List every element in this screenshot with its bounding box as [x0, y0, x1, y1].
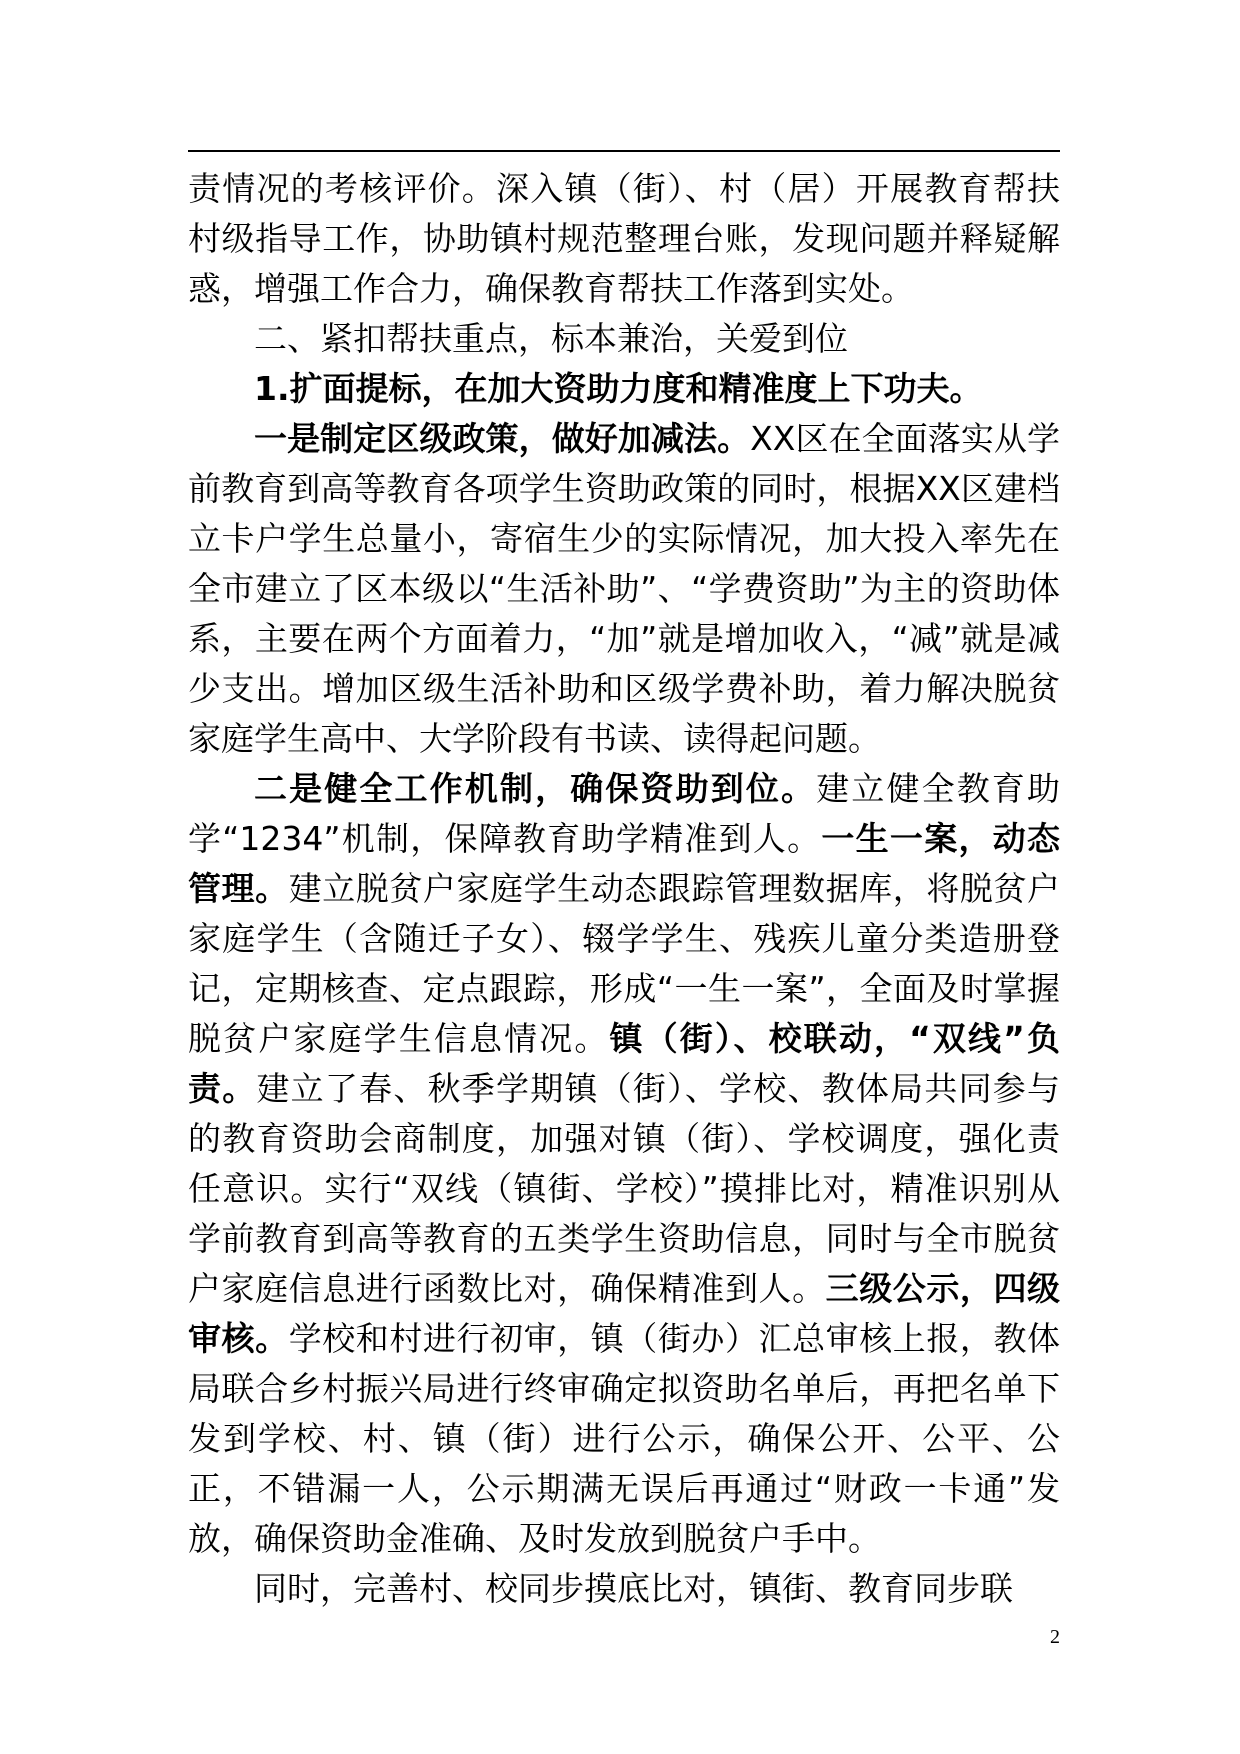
document-body: [188, 164, 1060, 1614]
paragraph-text: XX区在全面落实从学前教育到高等教育各项学生资助政策的同时，根据XX区建档立卡户学生总量小，寄宿生少的实际情况，加大投入率先在全市建立了区本级以“生活补助”、“学费资助”为主的资助体系，主要在两个方面着力，“加”就是增加收入，“减”就是减少支出。增加区级生活补助和区级学费补助，着力解决脱贫家庭学生高中、大学阶段有书读、读得起问题。: [188, 419, 1061, 758]
header-rule: [188, 150, 1060, 152]
paragraph-text: 建立了春、秋季学期镇（街）、学校、教体局共同参与的教育资助会商制度，加强对镇（街）、学校调度，强化责任意识。实行“双线（镇街、学校）”摸排比对，精准识别从学前教育到高等教育的五类学生资助信息，同时与全市脱贫户家庭信息进行函数比对，确保精准到人。: [188, 1069, 1061, 1308]
inline-bold-heading: 三级公示，四级审核。: [188, 1269, 1061, 1358]
paragraph-continuation: 责情况的考核评价。深入镇（街）、村（居）开展教育帮扶村级指导工作，协助镇村规范整理台账，发现问题并释疑解惑，增强工作合力，确保教育帮扶工作落到实处。: [188, 169, 1060, 308]
paragraph-lead: 一是制定区级政策，做好加减法。: [254, 419, 751, 458]
paragraph-text: 学校和村进行初审，镇（街办）汇总审核上报，教体局联合乡村振兴局进行终审确定拟资助名单后，再把名单下发到学校、村、镇（街）进行公示，确保公开、公平、公正，不错漏一人，公示期满无误后再通过“财政一卡通”发放，确保资助金准确、及时发放到脱贫户手中。: [188, 1319, 1061, 1558]
section-heading: 二、紧扣帮扶重点，标本兼治，关爱到位: [254, 319, 848, 358]
paragraph-lead: 二是健全工作机制，确保资助到位。: [254, 769, 817, 808]
paragraph-text: 建立脱贫户家庭学生动态跟踪管理数据库，将脱贫户家庭学生（含随迁子女）、辍学学生、残疾儿童分类造册登记，定期核查、定点跟踪，形成“一生一案”，全面及时掌握脱贫户家庭学生信息情况。: [188, 869, 1061, 1058]
paragraph-policy: [188, 414, 1060, 764]
page-number: 2: [1050, 1626, 1060, 1648]
paragraph-mechanism: [188, 764, 1060, 1564]
paragraph-final: 同时，完善村、校同步摸底比对，镇街、教育同步联: [254, 1569, 1013, 1608]
inline-bold-heading: 镇（街）、校联动，“双线”负责。: [188, 1019, 1060, 1108]
paragraph-text: 建立健全教育助学“1234”机制，保障教育助学精准到人。: [188, 769, 1061, 858]
subheading-1: 1.扩面提标，在加大资助力度和精准度上下功夫。: [254, 369, 983, 408]
inline-bold-heading: 一生一案，动态管理。: [188, 819, 1060, 908]
